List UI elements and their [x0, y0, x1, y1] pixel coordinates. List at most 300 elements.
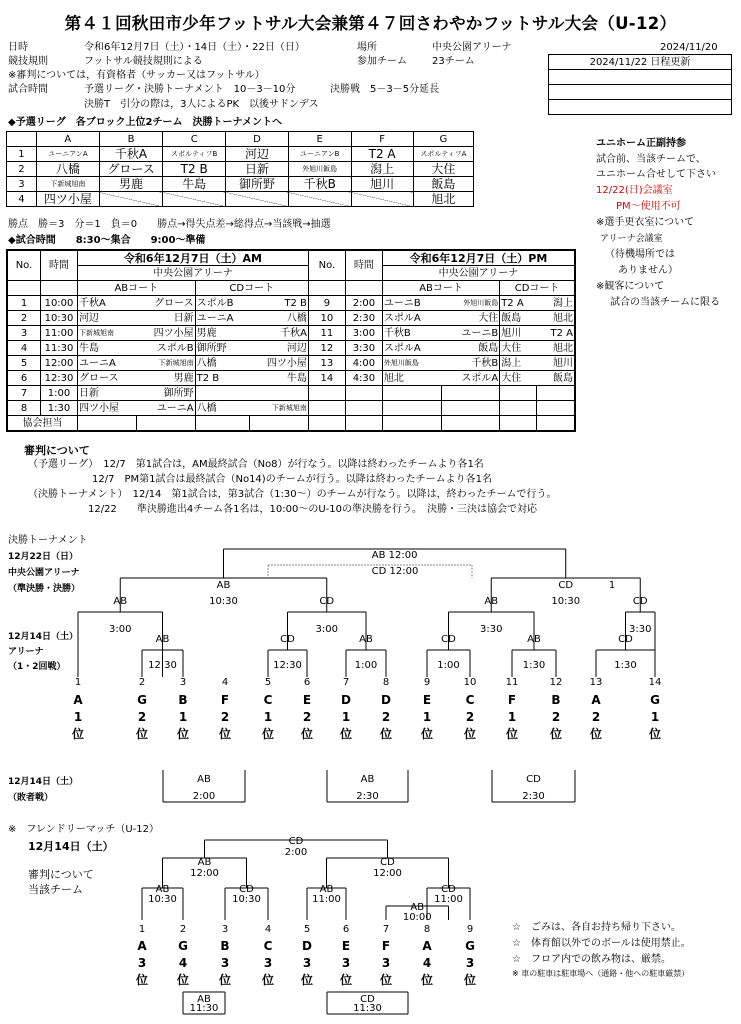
friendly-seed-block: C — [263, 939, 273, 953]
friendly-seed-number: 1 — [138, 924, 146, 935]
league-cell: 千秋B — [288, 177, 351, 192]
am-ab-away: 御所野 — [136, 386, 195, 401]
friendly-seed-block: B — [220, 939, 230, 953]
am-ab-home: 牛島 — [78, 341, 137, 356]
seed-rank-unit: 位 — [135, 727, 148, 741]
referee-note-4: 12/22 準決勝進出4チーム各1名は，10:00～のU-10の準決勝を行う。 決勝・三決は協会で対応 — [88, 504, 538, 515]
league-cell: 河辺 — [226, 147, 289, 162]
seed-rank: 2 — [220, 710, 230, 724]
friendly-seed-rank: 4 — [178, 956, 188, 970]
seed-rank: 2 — [551, 710, 561, 724]
rules-value: フットサル競技規則による — [84, 56, 203, 67]
pm-time: 3:30 — [345, 341, 382, 356]
seed-rank-unit: 位 — [300, 727, 313, 741]
am-ab-home: ユーニA — [78, 356, 137, 371]
seed-number: 14 — [648, 677, 662, 688]
tournament-date-2: 12月14日（土） — [8, 632, 79, 642]
seed-block: A — [73, 693, 83, 707]
seed-number: 3 — [179, 677, 187, 688]
round1-time: 12:30 — [148, 660, 177, 671]
league-cell: スポルティフB — [163, 147, 226, 162]
pm-time: 4:30 — [345, 371, 382, 386]
final-match: AB 12:00 — [371, 550, 418, 561]
seed-number: 9 — [423, 677, 431, 688]
seed-rank-unit: 位 — [463, 727, 476, 741]
am-time: 10:00 — [41, 296, 78, 311]
waiting-note-1: （待機場所では — [605, 249, 675, 260]
seed-rank-unit: 位 — [379, 727, 392, 741]
seed-number: 2 — [138, 677, 146, 688]
pm-cd-home: 潟上 — [500, 356, 537, 371]
friendly-top-court: CD — [288, 836, 304, 847]
league-cell: 4 — [7, 192, 37, 207]
friendly-r-time: 12:00 — [373, 868, 402, 879]
loser-time: 2:30 — [356, 791, 379, 802]
tournament-round-1: （準決勝・決勝） — [8, 584, 81, 594]
seed-rank-unit: 位 — [420, 727, 433, 741]
seed-number: 5 — [264, 677, 272, 688]
pm-ab-away: ユーニB — [441, 326, 500, 341]
pm-cd-away: 飯島 — [537, 371, 575, 386]
league-cell: スポルティフA — [413, 147, 473, 162]
round1-time: 12:30 — [273, 660, 302, 671]
pm-cd-home: 大住 — [500, 371, 537, 386]
seed-number: 13 — [589, 677, 603, 688]
league-cell: ユーニアンB — [288, 147, 351, 162]
garbage-note: ☆ ごみは、各自お持ち帰り下さい。 — [512, 922, 681, 933]
pm-cd-header: CDコート — [500, 281, 575, 296]
seed-number: 1 — [74, 677, 82, 688]
am-cd-away: 河辺 — [250, 341, 309, 356]
am-time: 1:30 — [41, 401, 78, 416]
seed-block: B — [178, 693, 188, 707]
friendly-lr-time: 10:30 — [232, 894, 261, 905]
pm-no: 13 — [308, 356, 345, 371]
am-title: 令和6年12月7日（土）AM — [78, 250, 309, 266]
league-cell: 千秋A — [99, 147, 162, 162]
seed-number: 10 — [463, 677, 477, 688]
am-ab-home: 四ツ小屋 — [78, 401, 137, 416]
am-no: 1 — [7, 296, 41, 311]
am-ab-header: ABコート — [78, 281, 196, 296]
pk-rule: 決勝T 引分の際は，3人によるPK 以後サドンデス — [84, 99, 319, 110]
am-ab-away: 日新 — [136, 311, 195, 326]
seed-rank: 2 — [302, 710, 312, 724]
league-col-header: B — [99, 132, 162, 147]
seed-block: A — [591, 693, 601, 707]
pm-ab-home: 外旭川飯島 — [382, 356, 441, 371]
pm-no: 11 — [308, 326, 345, 341]
seed-rank-unit: 位 — [549, 727, 562, 741]
seed-block: E — [302, 693, 312, 707]
friendly-ll-time: 10:30 — [148, 894, 177, 905]
seed-rank: 2 — [381, 710, 391, 724]
friendly-seed-block: G — [178, 939, 188, 953]
seed-rank-unit: 位 — [648, 727, 661, 741]
friendly-seed-number: 6 — [342, 924, 350, 935]
league-cell: 日新 — [226, 162, 289, 177]
update-note: 2024/11/22 日程更新 — [549, 55, 732, 70]
am-no: 7 — [7, 386, 41, 401]
drink-note: ☆ フロア内での飲み物は、厳禁。 — [512, 954, 671, 965]
am-cd-away: 牛島 — [250, 371, 309, 386]
seed-number: 12 — [549, 677, 563, 688]
friendly-seed-rank-unit: 位 — [300, 973, 313, 987]
spectator-note: ※観客について — [596, 281, 665, 292]
am-ab-away: 四ツ小屋 — [136, 326, 195, 341]
am-cd-away: 四ツ小屋 — [250, 356, 309, 371]
pm-time: 4:00 — [345, 356, 382, 371]
am-no: 4 — [7, 341, 41, 356]
pm-no-header: No. — [308, 250, 345, 281]
am-ab-away: 男鹿 — [136, 371, 195, 386]
am-venue: 中央公園アリーナ — [78, 266, 309, 281]
league-col-header: F — [351, 132, 413, 147]
friendly-bottom-time: 11:30 — [353, 1003, 382, 1014]
pm-cd-home: T2 A — [500, 296, 537, 311]
am-no: 6 — [7, 371, 41, 386]
pm-cd-away: 潟上 — [537, 296, 575, 311]
league-cell: 旭川 — [351, 177, 413, 192]
meeting-room-pm: PM～使用不可 — [616, 201, 681, 212]
am-ab-home: 日新 — [78, 386, 137, 401]
schedule-heading: ◆試合時間 8:30～集合 9:00～準備 — [8, 235, 206, 246]
am-time-header: 時間 — [41, 250, 78, 281]
seed-rank-unit: 位 — [261, 727, 274, 741]
friendly-seed-rank-unit: 位 — [135, 973, 148, 987]
tournament-venue-1: 中央公園アリーナ — [8, 568, 80, 578]
league-cell: ユーニアンA — [36, 147, 99, 162]
league-points-rule: 勝点 勝＝3 分＝1 負＝0 勝点→得失点差→総得点→当該戦→抽選 — [8, 219, 331, 230]
seed-block: C — [465, 693, 475, 707]
issue-date: 2024/11/20 — [660, 42, 718, 53]
uniform-note-2: ユニホーム合せして下さい — [596, 169, 716, 180]
final-time-value: 決勝戦 5－3－5分延長 — [330, 84, 440, 95]
friendly-seed-rank: 3 — [137, 956, 147, 970]
seed-block: C — [263, 693, 273, 707]
am-cd-away: 千秋A — [250, 326, 309, 341]
league-cell: 飯島 — [413, 177, 473, 192]
pm-no: 9 — [308, 296, 345, 311]
friendly-bottom-time: 11:30 — [189, 1003, 219, 1014]
friendly-rrl-court: AB — [410, 902, 425, 913]
loser-time: 2:00 — [192, 791, 216, 802]
uniform-note-1: 試合前、当該チームで、 — [596, 154, 706, 165]
friendly-date: 12月14日（土） — [28, 840, 114, 853]
round1-time: 1:30 — [614, 660, 637, 671]
round1-court: CD — [280, 634, 295, 645]
page-title: 第４１回秋田市少年フットサル大会兼第４７回さわやかフットサル大会（U-12） — [64, 14, 677, 33]
seed-block: G — [650, 693, 660, 707]
am-ab-home: グロース — [78, 371, 137, 386]
friendly-rr-court: CD — [441, 884, 456, 895]
seed-rank: 1 — [341, 710, 351, 724]
venue-value: 中央公園アリーナ — [432, 42, 512, 53]
friendly-ll-court: AB — [155, 884, 170, 895]
quarter-time: 3:30 — [480, 624, 503, 635]
am-cd-header: CDコート — [195, 281, 308, 296]
friendly-seed-block: D — [302, 939, 312, 953]
seed-rank: 1 — [263, 710, 273, 724]
friendly-l-time: 12:00 — [190, 868, 219, 879]
seed-rank-unit: 位 — [71, 727, 84, 741]
league-cell: 旭北 — [413, 192, 473, 207]
friendly-seed-number: 9 — [466, 924, 474, 935]
quarter-time: 3:00 — [109, 624, 132, 635]
friendly-seed-rank: 4 — [422, 956, 432, 970]
league-cell: 潟上 — [351, 162, 413, 177]
loser-court: AB — [197, 774, 211, 785]
seed-number: 11 — [505, 677, 519, 688]
referee-qualification-note: ※審判については，有資格者（サッカー又はフットサル） — [8, 70, 265, 81]
seed-block: F — [220, 693, 230, 707]
round1-court: CD — [618, 634, 633, 645]
friendly-seed-number: 3 — [221, 924, 229, 935]
league-col-header: A — [36, 132, 99, 147]
league-cell: 御所野 — [226, 177, 289, 192]
seed-rank-unit: 位 — [218, 727, 231, 741]
friendly-seed-block: G — [465, 939, 475, 953]
friendly-r-court: CD — [380, 857, 395, 868]
pm-title: 令和6年12月7日（土）PM — [382, 250, 575, 266]
friendly-seed-rank-unit: 位 — [339, 973, 352, 987]
friendly-seed-block: F — [381, 939, 391, 953]
am-ab-home: 千秋A — [78, 296, 137, 311]
teams-label: 参加チーム — [357, 56, 407, 67]
seed-block: D — [341, 693, 351, 707]
tournament-date-1: 12月22日（日） — [8, 552, 79, 562]
seed-rank-unit: 位 — [176, 727, 189, 741]
ball-note: ☆ 体育館以外でのボールは使用禁止。 — [512, 938, 691, 949]
pm-ab-away: 大住 — [441, 311, 500, 326]
seed-rank-unit: 位 — [339, 727, 352, 741]
pm-ab-home: ユーニB — [382, 296, 441, 311]
friendly-l-court: AB — [197, 857, 212, 868]
loser-court: AB — [360, 774, 375, 785]
friendly-heading: ※ フレンドリーマッチ（U-12） — [8, 824, 159, 835]
am-no: 8 — [7, 401, 41, 416]
league-cell: T2 A — [351, 147, 413, 162]
am-ab-away: 下新城旭南 — [136, 356, 195, 371]
friendly-seed-block: A — [137, 939, 147, 953]
am-no: 3 — [7, 326, 41, 341]
quarter-court: CD — [632, 596, 648, 607]
friendly-seed-number: 8 — [423, 924, 431, 935]
pm-cd-home: 飯島 — [500, 311, 537, 326]
match-time-label: 試合時間 — [8, 84, 48, 95]
friendly-seed-rank: 3 — [341, 956, 351, 970]
date-label: 日時 — [8, 42, 28, 53]
venue-label: 場所 — [357, 42, 377, 53]
league-cell: 2 — [7, 162, 37, 177]
pm-cd-away: 旭北 — [537, 341, 575, 356]
round1-time: 1:00 — [354, 660, 378, 671]
referee-heading: 審判について — [24, 444, 90, 457]
semi-left-court: AB — [216, 580, 231, 591]
seed-rank: 2 — [137, 710, 147, 724]
friendly-seed-rank-unit: 位 — [420, 973, 433, 987]
seed-rank: 2 — [465, 710, 475, 724]
am-time: 12:00 — [41, 356, 78, 371]
pm-cd-home: 大住 — [500, 341, 537, 356]
am-cd-home: T2 B — [195, 371, 249, 386]
pm-ab-away: 千秋B — [441, 356, 500, 371]
am-no: 5 — [7, 356, 41, 371]
date-value: 令和6年12月7日（土）・14日（土）・22日（日） — [84, 42, 305, 53]
tournament-round-2: （1・2回戦） — [8, 662, 66, 672]
am-time: 12:30 — [41, 371, 78, 386]
am-cd-home: 男鹿 — [195, 326, 249, 341]
league-cell: 下新城旭南 — [36, 177, 99, 192]
friendly-seed-rank: 3 — [465, 956, 475, 970]
loser-court: CD — [526, 774, 541, 785]
pm-no: 14 — [308, 371, 345, 386]
am-cd-away: 下新城旭南 — [250, 401, 309, 416]
league-cell: 牛島 — [163, 177, 226, 192]
meeting-room-date: 12/22(日)会議室 — [596, 185, 673, 196]
friendly-seed-block: E — [341, 939, 351, 953]
referee-note-3: （決勝トーナメント） 12/14 第1試合は，第3試合（1:30～）のチームが行なう。以降は，終わったチームで行う。 — [28, 489, 557, 500]
round1-time: 1:30 — [522, 660, 546, 671]
seed-rank-unit: 位 — [589, 727, 602, 741]
round1-court: AB — [359, 634, 373, 645]
tournament-venue-2: アリーナ — [8, 647, 44, 657]
friendly-seed-rank: 3 — [220, 956, 230, 970]
league-col-header: D — [226, 132, 289, 147]
semi-right-court: CD — [558, 580, 574, 591]
referee-note-1: （予選リーグ） 12/7 第1試合は，AM最終試合（No8）が行なう。以降は終わったチームより各1名 — [28, 459, 484, 470]
semi-right-number: 1 — [608, 580, 616, 591]
league-cell: 3 — [7, 177, 37, 192]
semi-right-time: 10:30 — [551, 596, 581, 607]
parking-note: ※ 車の駐車は駐車場へ（通路・他への駐車厳禁） — [512, 969, 690, 978]
seed-rank: 1 — [650, 710, 660, 724]
seed-rank: 1 — [178, 710, 188, 724]
league-cell: 男鹿 — [99, 177, 162, 192]
pm-time: 3:00 — [345, 326, 382, 341]
pm-ab-home: スポルA — [382, 311, 441, 326]
league-heading: ◆予選リーグ 各ブロック上位2チーム 決勝トーナメントへ — [8, 117, 283, 128]
friendly-rl-court: AB — [319, 884, 334, 895]
friendly-lr-court: CD — [239, 884, 254, 895]
locker-note: ※選手更衣室について — [596, 217, 695, 228]
round1-court: AB — [527, 634, 541, 645]
loser-date: 12月14日（土） — [8, 777, 79, 787]
am-cd-away: T2 B — [250, 296, 309, 311]
am-no: 2 — [7, 311, 41, 326]
loser-time: 2:30 — [522, 791, 545, 802]
friendly-referee: 審判について — [28, 868, 94, 881]
pm-no: 10 — [308, 311, 345, 326]
friendly-seed-rank-unit: 位 — [261, 973, 274, 987]
am-cd-home: 八橋 — [195, 401, 249, 416]
league-cell: 大住 — [413, 162, 473, 177]
friendly-top-time: 2:00 — [284, 847, 308, 858]
league-cell: 外旭川飯島 — [288, 162, 351, 177]
tournament-heading: 決勝トーナメント — [8, 535, 88, 546]
friendly-rrl-time: 10:00 — [402, 912, 432, 923]
quarter-court: CD — [319, 596, 335, 607]
pm-time-header: 時間 — [345, 250, 382, 281]
quarter-court: AB — [113, 596, 128, 607]
seed-rank: 1 — [507, 710, 517, 724]
friendly-seed-number: 4 — [264, 924, 272, 935]
seed-rank: 1 — [422, 710, 432, 724]
am-ab-away: スポルB — [136, 341, 195, 356]
friendly-bottom-court: AB — [197, 994, 211, 1005]
am-time: 11:30 — [41, 341, 78, 356]
league-col-header: E — [288, 132, 351, 147]
am-ab-home: 下新城旭南 — [78, 326, 137, 341]
am-ab-home: 河辺 — [78, 311, 137, 326]
seed-rank: 1 — [73, 710, 83, 724]
pm-cd-away: T2 A — [537, 326, 575, 341]
pm-ab-home: スポルA — [382, 341, 441, 356]
pm-cd-home: 旭川 — [500, 326, 537, 341]
loser-round: （敗者戦） — [8, 793, 54, 803]
pm-time: 2:00 — [345, 296, 382, 311]
semi-left-time: 10:30 — [209, 596, 238, 607]
seed-block: B — [551, 693, 561, 707]
quarter-time: 3:00 — [315, 624, 338, 635]
uniform-heading: ユニホーム正副持参 — [596, 138, 686, 149]
pm-cd-away: 旭川 — [537, 356, 575, 371]
league-col-header: C — [163, 132, 226, 147]
match-time-value: 予選リーグ・決勝トーナメント 10－3－10分 — [84, 84, 296, 95]
quarter-court: AB — [484, 596, 499, 607]
league-cell: 四ツ小屋 — [36, 192, 99, 207]
pm-cd-away: 旭北 — [537, 311, 575, 326]
am-time: 11:00 — [41, 326, 78, 341]
am-no-header: No. — [7, 250, 41, 281]
friendly-rr-time: 11:00 — [434, 894, 463, 905]
am-cd-home: 御所野 — [195, 341, 249, 356]
seed-block: G — [137, 693, 147, 707]
locker-room: アリーナ会議室 — [600, 234, 663, 244]
am-cd-home: ユーニA — [195, 311, 249, 326]
seed-number: 7 — [342, 677, 350, 688]
quarter-time: 3:30 — [629, 624, 652, 635]
seed-block: D — [381, 693, 391, 707]
friendly-seed-number: 7 — [382, 924, 390, 935]
round1-court: AB — [155, 634, 170, 645]
am-time: 10:30 — [41, 311, 78, 326]
pm-ab-away: 飯島 — [441, 341, 500, 356]
waiting-note-2: ありません） — [618, 265, 678, 276]
seed-number: 4 — [221, 677, 229, 688]
seed-rank: 2 — [591, 710, 601, 724]
am-time: 1:00 — [41, 386, 78, 401]
seed-rank-unit: 位 — [505, 727, 518, 741]
am-cd-away: 八橋 — [250, 311, 309, 326]
pm-ab-away: スポルA — [441, 371, 500, 386]
seed-number: 6 — [303, 677, 311, 688]
friendly-rl-time: 11:00 — [312, 894, 341, 905]
pm-no: 12 — [308, 341, 345, 356]
friendly-seed-rank: 3 — [381, 956, 391, 970]
league-cell: T2 B — [163, 162, 226, 177]
pm-venue: 中央公園アリーナ — [382, 266, 575, 281]
friendly-seed-number: 5 — [303, 924, 311, 935]
ref-label: 協会担当 — [7, 416, 78, 432]
friendly-seed-rank-unit: 位 — [176, 973, 189, 987]
third-place-match: CD 12:00 — [371, 566, 419, 577]
friendly-seed-rank-unit: 位 — [218, 973, 231, 987]
pm-ab-header: ABコート — [382, 281, 499, 296]
league-col-header: G — [413, 132, 473, 147]
friendly-seed-rank-unit: 位 — [463, 973, 476, 987]
spectator-note-detail: 試合の当該チームに限る — [610, 297, 720, 308]
